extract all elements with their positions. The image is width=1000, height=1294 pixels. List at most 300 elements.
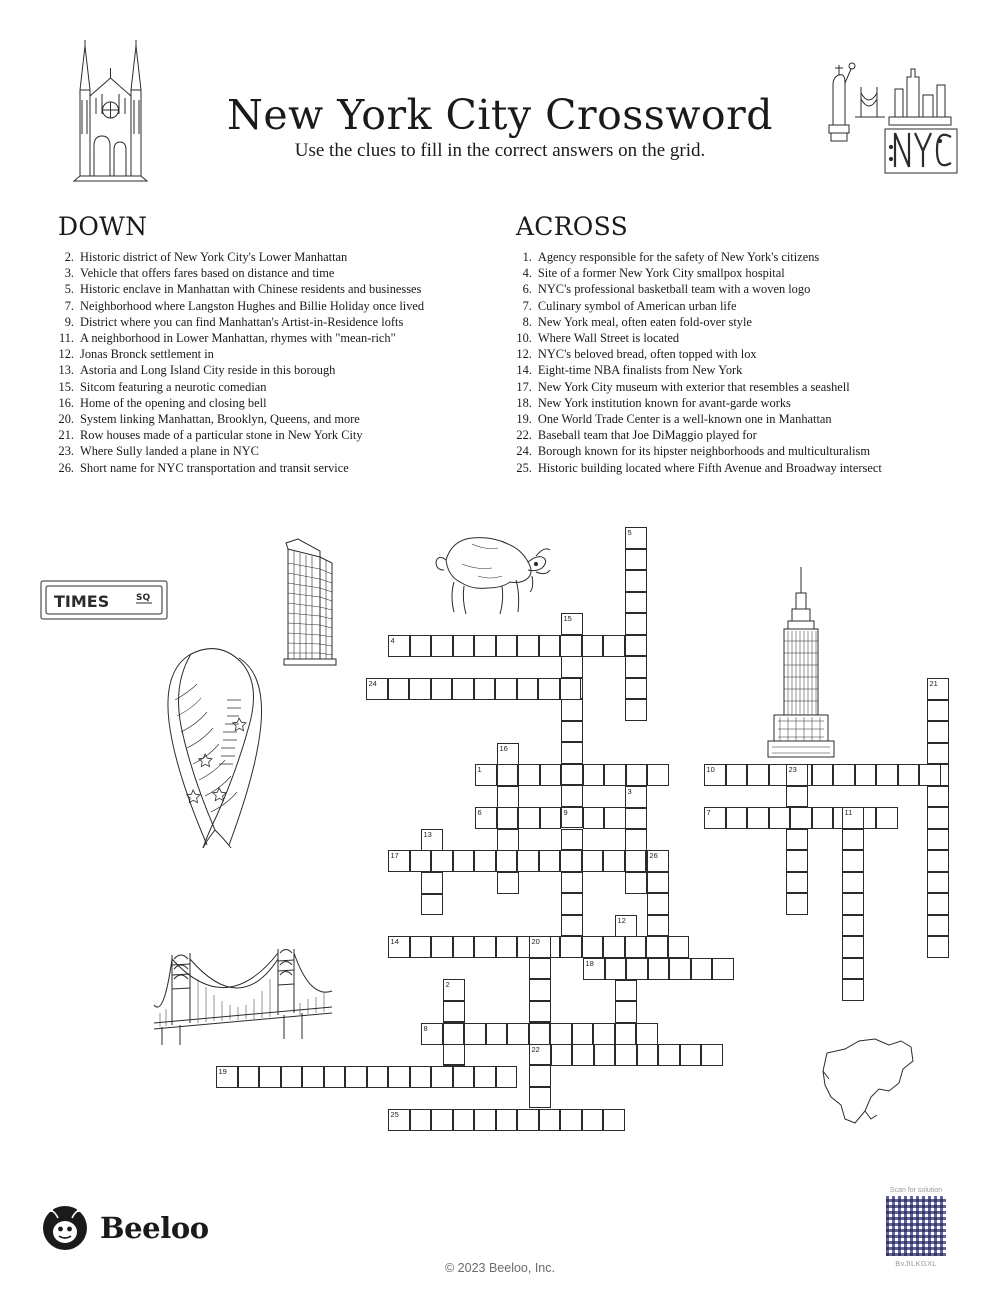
crossword-cell[interactable] xyxy=(464,1023,486,1045)
crossword-cell[interactable] xyxy=(388,1109,410,1131)
crossword-cell[interactable] xyxy=(583,958,605,980)
crossword-cell[interactable] xyxy=(786,850,808,872)
crossword-cell[interactable] xyxy=(790,807,812,829)
clue-item xyxy=(58,460,488,476)
clue-number: 11. xyxy=(58,331,74,346)
clue-text: Short name for NYC transportation and transit service xyxy=(80,460,349,475)
cell-number: 1 xyxy=(477,765,482,774)
clue-item xyxy=(516,395,960,411)
crossword-cell[interactable] xyxy=(582,936,604,958)
crossword-cell[interactable] xyxy=(302,1066,324,1088)
cell-number: 13 xyxy=(423,830,432,839)
crossword-cell[interactable] xyxy=(637,1044,659,1066)
clue-text: Home of the opening and closing bell xyxy=(80,395,267,410)
clue-text: Culinary symbol of American urban life xyxy=(537,298,737,313)
clue-text: NYC's professional basketball team with a woven logo xyxy=(537,282,811,297)
clue-item xyxy=(58,427,488,443)
crossword-cell[interactable] xyxy=(431,635,453,657)
crossword-cell[interactable] xyxy=(625,678,647,700)
crossword-cell[interactable] xyxy=(496,850,518,872)
clue-item xyxy=(58,443,488,459)
crossword-cell[interactable] xyxy=(431,1066,453,1088)
brand-name: Beeloo xyxy=(100,1211,209,1245)
cell-number: 2 xyxy=(445,980,450,989)
crossword-cell[interactable] xyxy=(281,1066,303,1088)
crossword-cell[interactable] xyxy=(561,742,583,764)
crossword-cell[interactable] xyxy=(572,1044,594,1066)
crossword-cell[interactable] xyxy=(842,915,864,937)
crossword-cell[interactable] xyxy=(431,678,453,700)
crossword-cell[interactable] xyxy=(561,699,583,721)
crossword-cell[interactable] xyxy=(842,850,864,872)
clue-item xyxy=(58,411,488,427)
crossword-cell[interactable] xyxy=(421,829,443,851)
crossword-cell[interactable] xyxy=(625,936,647,958)
cell-number: 9 xyxy=(563,807,568,817)
crossword-cell[interactable] xyxy=(529,1065,551,1087)
awareness-ribbon-icon xyxy=(145,640,285,855)
crossword-cell[interactable] xyxy=(855,764,877,786)
crossword-cell[interactable] xyxy=(927,915,949,937)
qr-code-label: BvJILKGXL xyxy=(895,1259,937,1268)
clue-number: 24. xyxy=(516,444,532,459)
clue-number: 16. xyxy=(58,395,74,410)
clue-item xyxy=(58,395,488,411)
down-heading: DOWN xyxy=(58,212,148,241)
page-title: New York City Crossword xyxy=(227,91,773,140)
crossword-cell[interactable] xyxy=(842,829,864,851)
qr-code-icon[interactable] xyxy=(886,1196,946,1256)
cell-number: 17 xyxy=(390,851,399,860)
cell-number: 11 xyxy=(844,808,853,817)
crossword-cell[interactable] xyxy=(561,872,583,894)
crossword-cell[interactable] xyxy=(625,570,647,592)
crossword-cell[interactable] xyxy=(388,678,410,700)
down-clue-list xyxy=(58,249,488,476)
crossword-cell[interactable] xyxy=(842,872,864,894)
crossword-cell[interactable] xyxy=(615,1044,637,1066)
crossword-cell[interactable] xyxy=(517,635,539,657)
crossword-cell[interactable] xyxy=(812,764,834,786)
crossword-cell[interactable] xyxy=(625,613,647,635)
clue-text: NYC's beloved bread, often topped with lox xyxy=(537,347,757,362)
crossword-cell[interactable] xyxy=(539,850,561,872)
clue-number: 26. xyxy=(58,460,74,475)
crossword-cell[interactable] xyxy=(582,1109,604,1131)
crossword-cell[interactable] xyxy=(388,936,410,958)
clue-text: Neighborhood where Langston Hughes and Billie Holiday once lived xyxy=(80,298,425,313)
cell-number: 24 xyxy=(368,679,377,688)
crossword-cell[interactable] xyxy=(518,807,540,829)
crossword-cell[interactable] xyxy=(625,527,647,549)
clue-item xyxy=(516,281,960,297)
crossword-cell[interactable] xyxy=(529,936,551,958)
svg-text:TIMES: TIMES xyxy=(54,592,110,611)
crossword-cell[interactable] xyxy=(927,786,949,808)
clue-item xyxy=(516,460,960,476)
down-clues-column xyxy=(58,212,488,476)
crossword-cell[interactable] xyxy=(603,850,625,872)
clue-item xyxy=(516,379,960,395)
crossword-cell[interactable] xyxy=(529,1087,551,1109)
clue-number: 10. xyxy=(516,331,532,346)
crossword-cell[interactable] xyxy=(625,872,647,894)
clue-item xyxy=(58,379,488,395)
crossword-cell[interactable] xyxy=(668,936,690,958)
crossword-cell[interactable] xyxy=(345,1066,367,1088)
crossword-cell[interactable] xyxy=(593,1023,615,1045)
times-square-sign-icon xyxy=(40,580,168,620)
crossword-cell[interactable] xyxy=(572,1023,594,1045)
crossword-cell[interactable] xyxy=(421,894,443,916)
crossword-cell[interactable] xyxy=(583,807,605,829)
crossword-cell[interactable] xyxy=(842,893,864,915)
page-footer xyxy=(0,1185,1000,1294)
crossword-cell[interactable] xyxy=(539,1109,561,1131)
empire-state-building-icon xyxy=(762,565,840,765)
page-header xyxy=(0,0,1000,200)
crossword-cell[interactable] xyxy=(452,678,474,700)
clue-number: 20. xyxy=(58,412,74,427)
crossword-cell[interactable] xyxy=(786,872,808,894)
crossword-cell[interactable] xyxy=(410,1066,432,1088)
crossword-cell[interactable] xyxy=(603,936,625,958)
crossword-cell[interactable] xyxy=(582,635,604,657)
crossword-cell[interactable] xyxy=(812,807,834,829)
crossword-cell[interactable] xyxy=(410,635,432,657)
crossword-cell[interactable] xyxy=(497,786,519,808)
crossword-cell[interactable] xyxy=(388,1066,410,1088)
crossword-cell[interactable] xyxy=(786,893,808,915)
crossword-cell[interactable] xyxy=(747,764,769,786)
clue-item xyxy=(516,427,960,443)
page-subtitle: Use the clues to fill in the correct answers on the grid. xyxy=(294,140,706,161)
crossword-cell[interactable] xyxy=(625,656,647,678)
crossword-cell[interactable] xyxy=(927,872,949,894)
crossword-cell[interactable] xyxy=(927,829,949,851)
crossword-cell[interactable] xyxy=(604,807,626,829)
nyc-skyline-letters-icon xyxy=(815,55,960,180)
crossword-cell[interactable] xyxy=(410,936,432,958)
crossword-cell[interactable] xyxy=(594,1044,616,1066)
crossword-cell[interactable] xyxy=(842,807,864,829)
crossword-cell[interactable] xyxy=(927,700,949,722)
crossword-cell[interactable] xyxy=(603,1109,625,1131)
clue-text: New York meal, often eaten fold-over style xyxy=(537,314,752,329)
crossword-cell[interactable] xyxy=(561,613,583,635)
cell-number: 8 xyxy=(423,1024,428,1033)
clue-text: Sitcom featuring a neurotic comedian xyxy=(80,379,267,394)
clue-item xyxy=(516,265,960,281)
crossword-cell[interactable] xyxy=(625,808,647,830)
crossword-cell[interactable] xyxy=(496,1109,518,1131)
crossword-cell[interactable] xyxy=(747,807,769,829)
crossword-cell[interactable] xyxy=(453,936,475,958)
crossword-cell[interactable] xyxy=(538,678,560,700)
clue-text: Baseball team that Joe DiMaggio played for xyxy=(537,428,757,443)
clue-item xyxy=(516,330,960,346)
crossword-cell[interactable] xyxy=(603,635,625,657)
crossword-cell[interactable] xyxy=(625,592,647,614)
crossword-cell[interactable] xyxy=(604,764,626,786)
crossword-cell[interactable] xyxy=(367,1066,389,1088)
cell-number: 15 xyxy=(563,614,572,623)
crossword-cell[interactable] xyxy=(540,764,562,786)
crossword-cell[interactable] xyxy=(517,1109,539,1131)
crossword-cell[interactable] xyxy=(443,1001,465,1023)
qr-caption: Scan for solution xyxy=(889,1187,943,1194)
crossword-cell[interactable] xyxy=(431,936,453,958)
crossword-cell[interactable] xyxy=(876,807,898,829)
crossword-cell[interactable] xyxy=(431,1109,453,1131)
crossword-cell[interactable] xyxy=(786,786,808,808)
crossword-cell[interactable] xyxy=(876,764,898,786)
crossword-cell[interactable] xyxy=(324,1066,346,1088)
crossword-cell[interactable] xyxy=(927,721,949,743)
crossword-cell[interactable] xyxy=(842,958,864,980)
clue-number: 1. xyxy=(522,250,532,264)
crossword-cell[interactable] xyxy=(615,915,637,937)
cell-number: 4 xyxy=(390,636,395,645)
crossword-cell[interactable] xyxy=(443,1044,465,1066)
crossword-cell[interactable] xyxy=(529,958,551,980)
clue-text: New York City museum with exterior that resembles a seashell xyxy=(537,379,850,394)
crossword-cell[interactable] xyxy=(927,743,949,765)
crossword-cell[interactable] xyxy=(669,958,691,980)
crossword-cell[interactable] xyxy=(625,829,647,851)
crossword-cell[interactable] xyxy=(486,1023,508,1045)
crossword-cell[interactable] xyxy=(561,807,583,829)
crossword-cell[interactable] xyxy=(540,807,562,829)
crossword-cell[interactable] xyxy=(517,678,539,700)
crossword-cell[interactable] xyxy=(647,915,669,937)
clue-text: A neighborhood in Lower Manhattan, rhymes with "mean-rich" xyxy=(80,331,396,346)
crossword-cell[interactable] xyxy=(919,764,941,786)
crossword-cell[interactable] xyxy=(833,764,855,786)
crossword-cell[interactable] xyxy=(474,936,496,958)
crossword-cell[interactable] xyxy=(410,850,432,872)
crossword-cell[interactable] xyxy=(561,721,583,743)
crossword-cell[interactable] xyxy=(615,1001,637,1023)
crossword-cell[interactable] xyxy=(453,850,475,872)
clue-number: 23. xyxy=(58,444,74,459)
crossword-cell[interactable] xyxy=(561,829,583,851)
clue-item xyxy=(58,346,488,362)
crossword-cell[interactable] xyxy=(786,829,808,851)
crossword-cell[interactable] xyxy=(497,743,519,765)
crossword-cell[interactable] xyxy=(625,786,647,808)
crossword-cell[interactable] xyxy=(453,1066,475,1088)
clue-item xyxy=(516,362,960,378)
crossword-cell[interactable] xyxy=(421,872,443,894)
crossword-cell[interactable] xyxy=(560,678,582,700)
crossword-cell[interactable] xyxy=(529,1001,551,1023)
crossword-cell[interactable] xyxy=(496,635,518,657)
clue-item xyxy=(58,298,488,314)
cell-number: 26 xyxy=(649,851,658,860)
crossword-cell[interactable] xyxy=(582,850,604,872)
cell-number: 10 xyxy=(706,765,715,774)
clue-item xyxy=(58,362,488,378)
clue-text: Vehicle that offers fares based on distance and time xyxy=(80,266,335,281)
crossword-cell[interactable] xyxy=(561,785,583,807)
crossword-cell[interactable] xyxy=(636,1023,658,1045)
crossword-cell[interactable] xyxy=(550,1023,572,1045)
crossword-cell[interactable] xyxy=(842,936,864,958)
crossword-cell[interactable] xyxy=(443,979,465,1001)
crossword-cell[interactable] xyxy=(497,872,519,894)
crossword-cell[interactable] xyxy=(769,807,791,829)
cell-number: 3 xyxy=(627,787,632,796)
clue-number: 15. xyxy=(58,379,74,394)
clue-number: 13. xyxy=(58,363,74,378)
crossword-cell[interactable] xyxy=(560,850,582,872)
crossword-cell[interactable] xyxy=(648,958,670,980)
crossword-cell[interactable] xyxy=(626,958,648,980)
crossword-cell[interactable] xyxy=(680,1044,702,1066)
crossword-cell[interactable] xyxy=(388,635,410,657)
crossword-cell[interactable] xyxy=(615,980,637,1002)
crossword-cell[interactable] xyxy=(409,678,431,700)
crossword-cell[interactable] xyxy=(560,1109,582,1131)
crossword-cell[interactable] xyxy=(927,850,949,872)
clue-text: Historic enclave in Manhattan with Chinese residents and businesses xyxy=(80,282,422,297)
crossword-cell[interactable] xyxy=(474,1109,496,1131)
crossword-cell[interactable] xyxy=(927,936,949,958)
clue-text: Site of a former New York City smallpox hospital xyxy=(537,266,785,281)
clue-number: 19. xyxy=(516,412,532,427)
crossword-cell[interactable] xyxy=(726,807,748,829)
crossword-cell[interactable] xyxy=(529,979,551,1001)
crossword-cell[interactable] xyxy=(453,635,475,657)
crossword-cell[interactable] xyxy=(410,1109,432,1131)
crossword-cell[interactable] xyxy=(495,678,517,700)
clue-number: 7. xyxy=(522,298,532,313)
cell-number: 6 xyxy=(477,808,482,817)
clue-number: 2. xyxy=(64,250,74,264)
crossword-cell[interactable] xyxy=(431,850,453,872)
crossword-cell[interactable] xyxy=(561,893,583,915)
new-york-state-outline-icon xyxy=(815,1035,920,1130)
crossword-cell[interactable] xyxy=(388,850,410,872)
crossword-cell[interactable] xyxy=(898,764,920,786)
crossword-cell[interactable] xyxy=(927,893,949,915)
crossword-cell[interactable] xyxy=(539,635,561,657)
crossword-cell[interactable] xyxy=(453,1109,475,1131)
crossword-cell[interactable] xyxy=(647,764,669,786)
crossword-cell[interactable] xyxy=(701,1044,723,1066)
crossword-cell[interactable] xyxy=(560,936,582,958)
crossword-cell[interactable] xyxy=(551,1044,573,1066)
crossword-cell[interactable] xyxy=(625,549,647,571)
crossword-cell[interactable] xyxy=(625,635,647,657)
crossword-cell[interactable] xyxy=(842,979,864,1001)
cell-number: 21 xyxy=(929,679,938,688)
crossword-cell[interactable] xyxy=(474,850,496,872)
crossword-cell[interactable] xyxy=(691,958,713,980)
crossword-cell[interactable] xyxy=(583,764,605,786)
clue-text: Agency responsible for the safety of New York's citizens xyxy=(537,250,820,264)
clue-number: 17. xyxy=(516,379,532,394)
crossword-cell[interactable] xyxy=(927,678,949,700)
clue-text: Astoria and Long Island City reside in this borough xyxy=(80,363,336,378)
crossword-cell[interactable] xyxy=(786,764,808,786)
crossword-cell[interactable] xyxy=(366,678,388,700)
crossword-cell[interactable] xyxy=(704,807,726,829)
crossword-cell[interactable] xyxy=(647,893,669,915)
across-clue-list xyxy=(516,249,960,476)
crossword-cell[interactable] xyxy=(927,807,949,829)
crossword-cell[interactable] xyxy=(529,1023,551,1045)
crossword-cell[interactable] xyxy=(497,829,519,851)
crossword-cell[interactable] xyxy=(561,915,583,937)
crossword-cell[interactable] xyxy=(561,764,583,786)
crossword-cell[interactable] xyxy=(497,764,519,786)
clue-number: 5. xyxy=(64,282,74,297)
crossword-cell[interactable] xyxy=(238,1066,260,1088)
clue-text: Where Sully landed a plane in NYC xyxy=(80,444,259,459)
crossword-cell[interactable] xyxy=(626,764,648,786)
crossword-cell[interactable] xyxy=(615,1023,637,1045)
cell-number: 14 xyxy=(390,937,399,946)
crossword-cell[interactable] xyxy=(605,958,627,980)
cell-number: 20 xyxy=(531,937,540,946)
crossword-cell[interactable] xyxy=(704,764,726,786)
crossword-cell[interactable] xyxy=(560,635,582,657)
crossword-cell[interactable] xyxy=(475,807,497,829)
crossword-cell[interactable] xyxy=(216,1066,238,1088)
crossword-cell[interactable] xyxy=(712,958,734,980)
clue-text: Historic district of New York City's Lower Manhattan xyxy=(80,250,348,264)
crossword-cell[interactable] xyxy=(646,936,668,958)
crossword-cell[interactable] xyxy=(496,1066,518,1088)
clue-item xyxy=(516,411,960,427)
crossword-cell[interactable] xyxy=(625,699,647,721)
crossword-cell[interactable] xyxy=(726,764,748,786)
clue-text: Eight-time NBA finalists from New York xyxy=(537,363,743,378)
crossword-cell[interactable] xyxy=(658,1044,680,1066)
crossword-cell[interactable] xyxy=(647,850,669,872)
crossword-cell[interactable] xyxy=(496,936,518,958)
crossword-cell[interactable] xyxy=(507,1023,529,1045)
clue-number: 6. xyxy=(522,282,532,297)
crossword-cell[interactable] xyxy=(517,850,539,872)
crossword-cell[interactable] xyxy=(497,807,519,829)
crossword-cell[interactable] xyxy=(475,764,497,786)
crossword-cell[interactable] xyxy=(421,1023,443,1045)
clue-number: 14. xyxy=(516,363,532,378)
crossword-cell[interactable] xyxy=(259,1066,281,1088)
crossword-grid-area[interactable] xyxy=(0,505,1000,1165)
svg-text:SQ: SQ xyxy=(136,593,151,603)
cell-number: 23 xyxy=(788,765,797,774)
across-clues-column xyxy=(516,212,960,476)
crossword-cell[interactable] xyxy=(443,1023,465,1045)
clues-section xyxy=(58,212,960,476)
clue-item xyxy=(58,265,488,281)
crossword-cell[interactable] xyxy=(625,850,647,872)
crossword-cell[interactable] xyxy=(518,764,540,786)
crossword-cell[interactable] xyxy=(529,1044,551,1066)
crossword-cell[interactable] xyxy=(561,656,583,678)
crossword-cell[interactable] xyxy=(647,872,669,894)
crossword-cell[interactable] xyxy=(474,1066,496,1088)
crossword-cell[interactable] xyxy=(474,678,496,700)
cell-number: 16 xyxy=(499,744,508,753)
bee-mascot-icon xyxy=(42,1205,88,1251)
crossword-cell[interactable] xyxy=(474,635,496,657)
clue-item xyxy=(58,330,488,346)
